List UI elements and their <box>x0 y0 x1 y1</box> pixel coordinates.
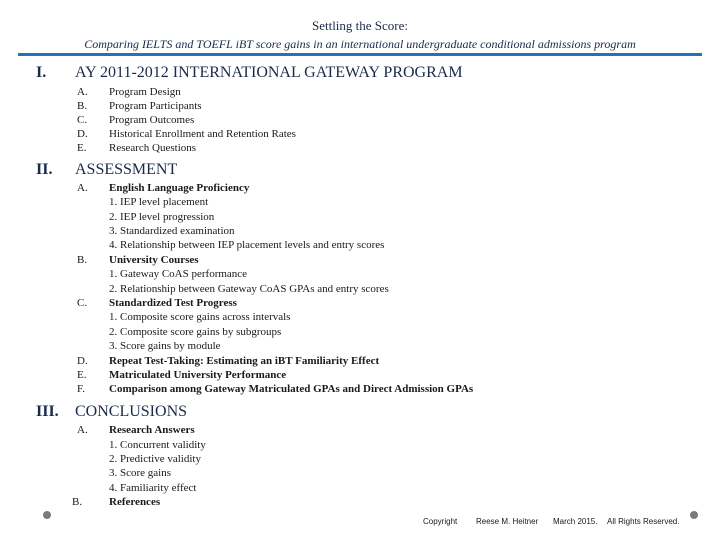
section-2-title: ASSESSMENT <box>75 161 178 178</box>
section-3-heading-b: References <box>109 496 161 508</box>
section-2-sub: 3. Standardized examination <box>109 225 235 237</box>
section-2-letter-a: A. <box>77 182 88 194</box>
section-1-item-letter: B. <box>77 100 88 112</box>
section-2-sub: 2. IEP level progression <box>109 211 215 223</box>
section-2-number: II. <box>36 161 53 178</box>
section-3-number: III. <box>36 403 59 420</box>
section-2-heading-e: Matriculated University Performance <box>109 369 287 381</box>
decor-dot-right <box>690 511 698 519</box>
section-1-title: AY 2011-2012 INTERNATIONAL GATEWAY PROGRAM <box>75 64 463 81</box>
section-1-item-letter: D. <box>77 128 88 140</box>
section-2-sub: 1. IEP level placement <box>109 196 209 208</box>
section-2-letter-f: F. <box>77 383 85 395</box>
section-3-letter-b: B. <box>72 496 83 508</box>
footer-author: Reese M. Heitner <box>476 517 539 526</box>
section-3-heading-a: Research Answers <box>109 424 195 436</box>
section-2-sub: 4. Relationship between IEP placement levels and entry scores <box>109 239 385 251</box>
section-3-title: CONCLUSIONS <box>75 403 188 420</box>
section-2-sub: 2. Composite score gains by subgroups <box>109 326 282 338</box>
section-1-item: Research Questions <box>109 142 197 154</box>
section-1-number: I. <box>36 64 47 81</box>
section-2-heading-b: University Courses <box>109 254 199 266</box>
section-1-item: Program Participants <box>109 100 202 112</box>
section-2-letter-e: E. <box>77 369 87 381</box>
section-3-sub: 1. Concurrent validity <box>109 439 206 451</box>
section-2-heading-d: Repeat Test-Taking: Estimating an iBT Familiarity Effect <box>109 355 380 367</box>
section-2-sub: 1. Composite score gains across intervals <box>109 311 291 323</box>
section-1-item: Program Outcomes <box>109 114 195 126</box>
section-1-item-letter: A. <box>77 86 88 98</box>
section-3-sub: 4. Familiarity effect <box>109 482 197 494</box>
footer-copyright: Copyright <box>423 517 458 526</box>
slide-subtitle: Comparing IELTS and TOEFL iBT score gains in an international undergraduate conditional admissions program <box>84 37 636 51</box>
section-1-item: Historical Enrollment and Retention Rates <box>109 128 296 140</box>
section-1-item-letter: E. <box>77 142 87 154</box>
decor-dot-left <box>43 511 51 519</box>
section-2-heading-a: English Language Proficiency <box>109 182 250 194</box>
section-3-letter-a: A. <box>77 424 88 436</box>
section-1-item-letter: C. <box>77 114 88 126</box>
footer-rights: All Rights Reserved. <box>607 517 680 526</box>
section-2-heading-c: Standardized Test Progress <box>109 297 237 309</box>
section-2-letter-d: D. <box>77 355 88 367</box>
section-3-sub: 3. Score gains <box>109 467 172 479</box>
section-2-sub: 1. Gateway CoAS performance <box>109 268 248 280</box>
section-2-heading-f: Comparison among Gateway Matriculated GPAs and Direct Admission GPAs <box>109 383 474 395</box>
section-2-letter-b: B. <box>77 254 88 266</box>
section-3-sub: 2. Predictive validity <box>109 453 201 465</box>
title-rule <box>18 53 702 56</box>
section-2-sub: 3. Score gains by module <box>109 340 221 352</box>
footer-date: March 2015. <box>553 517 598 526</box>
slide-title: Settling the Score: <box>311 18 409 33</box>
section-2-sub: 2. Relationship between Gateway CoAS GPAs and entry scores <box>109 283 389 295</box>
section-2-letter-c: C. <box>77 297 88 309</box>
section-1-item: Program Design <box>109 86 181 98</box>
